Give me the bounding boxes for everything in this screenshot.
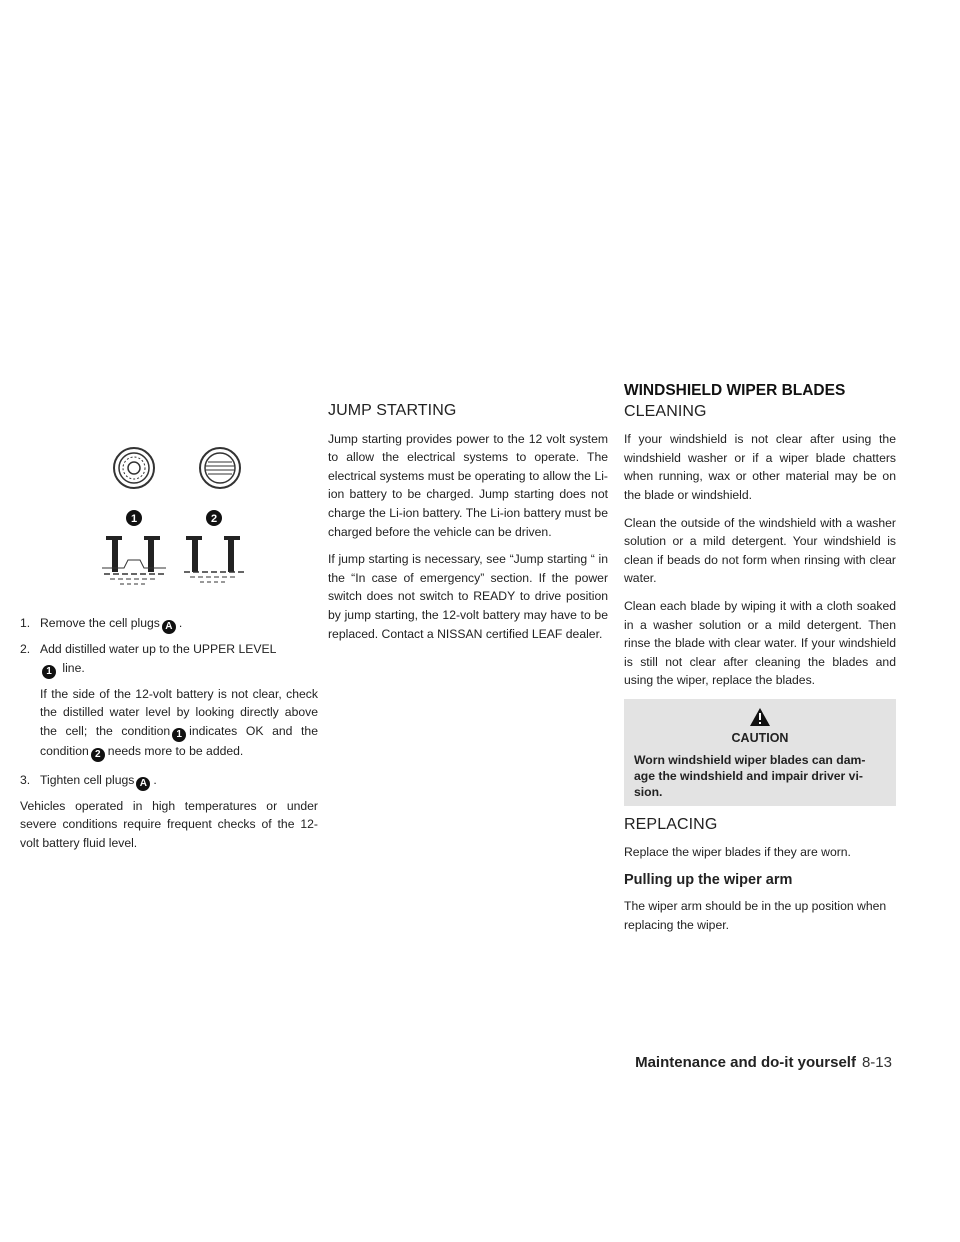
step-number: 1.: [20, 616, 31, 630]
middle-column: [328, 402, 608, 652]
step-text: Remove the cell plugs: [40, 616, 160, 630]
cleaning-para-2: Clean the outside of the windshield with a washer solution or a mild detergent. Your windshield is clean if beads do not form when rinsing with clear water.: [624, 515, 896, 586]
replacing-para: Replace the wiper blades if they are worn.: [624, 845, 851, 860]
cell-cap-a-icon: [114, 448, 154, 488]
caution-box: [624, 699, 896, 806]
replacing-heading: REPLACING: [624, 815, 718, 833]
step-end: line.: [62, 660, 85, 675]
step-text: Add distilled water up to the UPPER LEVEL: [40, 642, 277, 656]
level-check-note: [20, 685, 318, 762]
step-number: 3.: [20, 772, 31, 787]
left-column: [20, 614, 318, 862]
battery-cell-illustration: [100, 444, 270, 594]
cleaning-para-3: Clean each blade by wiping it with a cloth soaked in a washer solution or a mild detergent. Then rinse the blade with clear water. If your windshield is still not clear after cleaning the blades and using the wiper, replace the blades.: [624, 598, 896, 688]
pulling-para: The wiper arm should be in the up position when replacing the wiper.: [624, 899, 887, 932]
right-column: [624, 382, 896, 943]
jump-starting-para-2: If jump starting is necessary, see “Jump starting “ in the “In case of emergency” section. If the power switch does not switch to READY to drive position by jump starting, the 12-volt battery may have to be replaced. Contact a NISSAN certified LEAF dealer.: [328, 552, 608, 641]
marker-a-icon: A: [136, 777, 150, 791]
caution-text: [634, 752, 886, 800]
caution-title: CAUTION: [731, 730, 789, 745]
condition-2-label: [206, 510, 222, 526]
marker-1-icon: 1: [42, 665, 56, 679]
step-text: Tighten cell plugs: [40, 772, 135, 787]
marker-2-icon: 2: [91, 748, 105, 762]
jump-starting-para-1: Jump starting provides power to the 12 volt system to allow the electrical systems to operate. The electrical systems must be operating to allow the Li-ion battery to be charged. Jump starting does not charge the Li-ion battery. The Li-ion battery must be charged before the vehicle can be driven.: [328, 431, 608, 539]
caution-line: age the windshield and impair driver vi-: [634, 768, 863, 783]
closing-paragraph: Vehicles operated in high temperatures or under severe conditions require frequent checks of the 12-volt battery fluid level.: [20, 798, 318, 850]
cell-1-cross-section-icon: [102, 538, 166, 584]
step-end: .: [153, 772, 157, 787]
note-text: If the side of the 12-volt battery is not clear, check the distilled water level by looking directly above the cell; the condition: [40, 686, 318, 738]
note-text: indicates OK and the condition: [40, 723, 318, 758]
step-end: .: [178, 616, 183, 630]
caution-header: [634, 707, 886, 748]
condition-1-number: 1: [130, 513, 138, 525]
cell-2-cross-section-icon: [184, 538, 244, 582]
jump-starting-heading: JUMP STARTING: [328, 402, 457, 419]
cleaning-heading: CLEANING: [624, 402, 707, 420]
pulling-heading: Pulling up the wiper arm: [624, 871, 793, 888]
page-number: 8-13: [861, 1054, 892, 1071]
cleaning-para-1: If your windshield is not clear after using the windshield washer or if a wiper blade chatters when running, wax or other material may be on the blade or windshield.: [624, 432, 896, 502]
windshield-wiper-heading: WINDSHIELD WIPER BLADES: [624, 382, 846, 399]
condition-1-label: [126, 510, 142, 526]
marker-1-icon: 1: [172, 728, 186, 742]
step-number: 2.: [20, 642, 31, 656]
step-2: [20, 640, 318, 679]
marker-a-icon: A: [162, 620, 176, 634]
note-text: needs more to be added.: [107, 743, 244, 758]
caution-line: sion.: [634, 784, 663, 799]
page-footer: [635, 1054, 892, 1071]
caution-line: Worn windshield wiper blades can dam-: [634, 752, 866, 767]
warning-icon: [749, 707, 771, 727]
section-title: Maintenance and do-it yourself: [635, 1054, 856, 1071]
step-1: [20, 614, 318, 634]
step-3: [20, 771, 318, 791]
condition-2-number: 2: [210, 513, 218, 525]
cell-cap-b-icon: [200, 448, 240, 488]
